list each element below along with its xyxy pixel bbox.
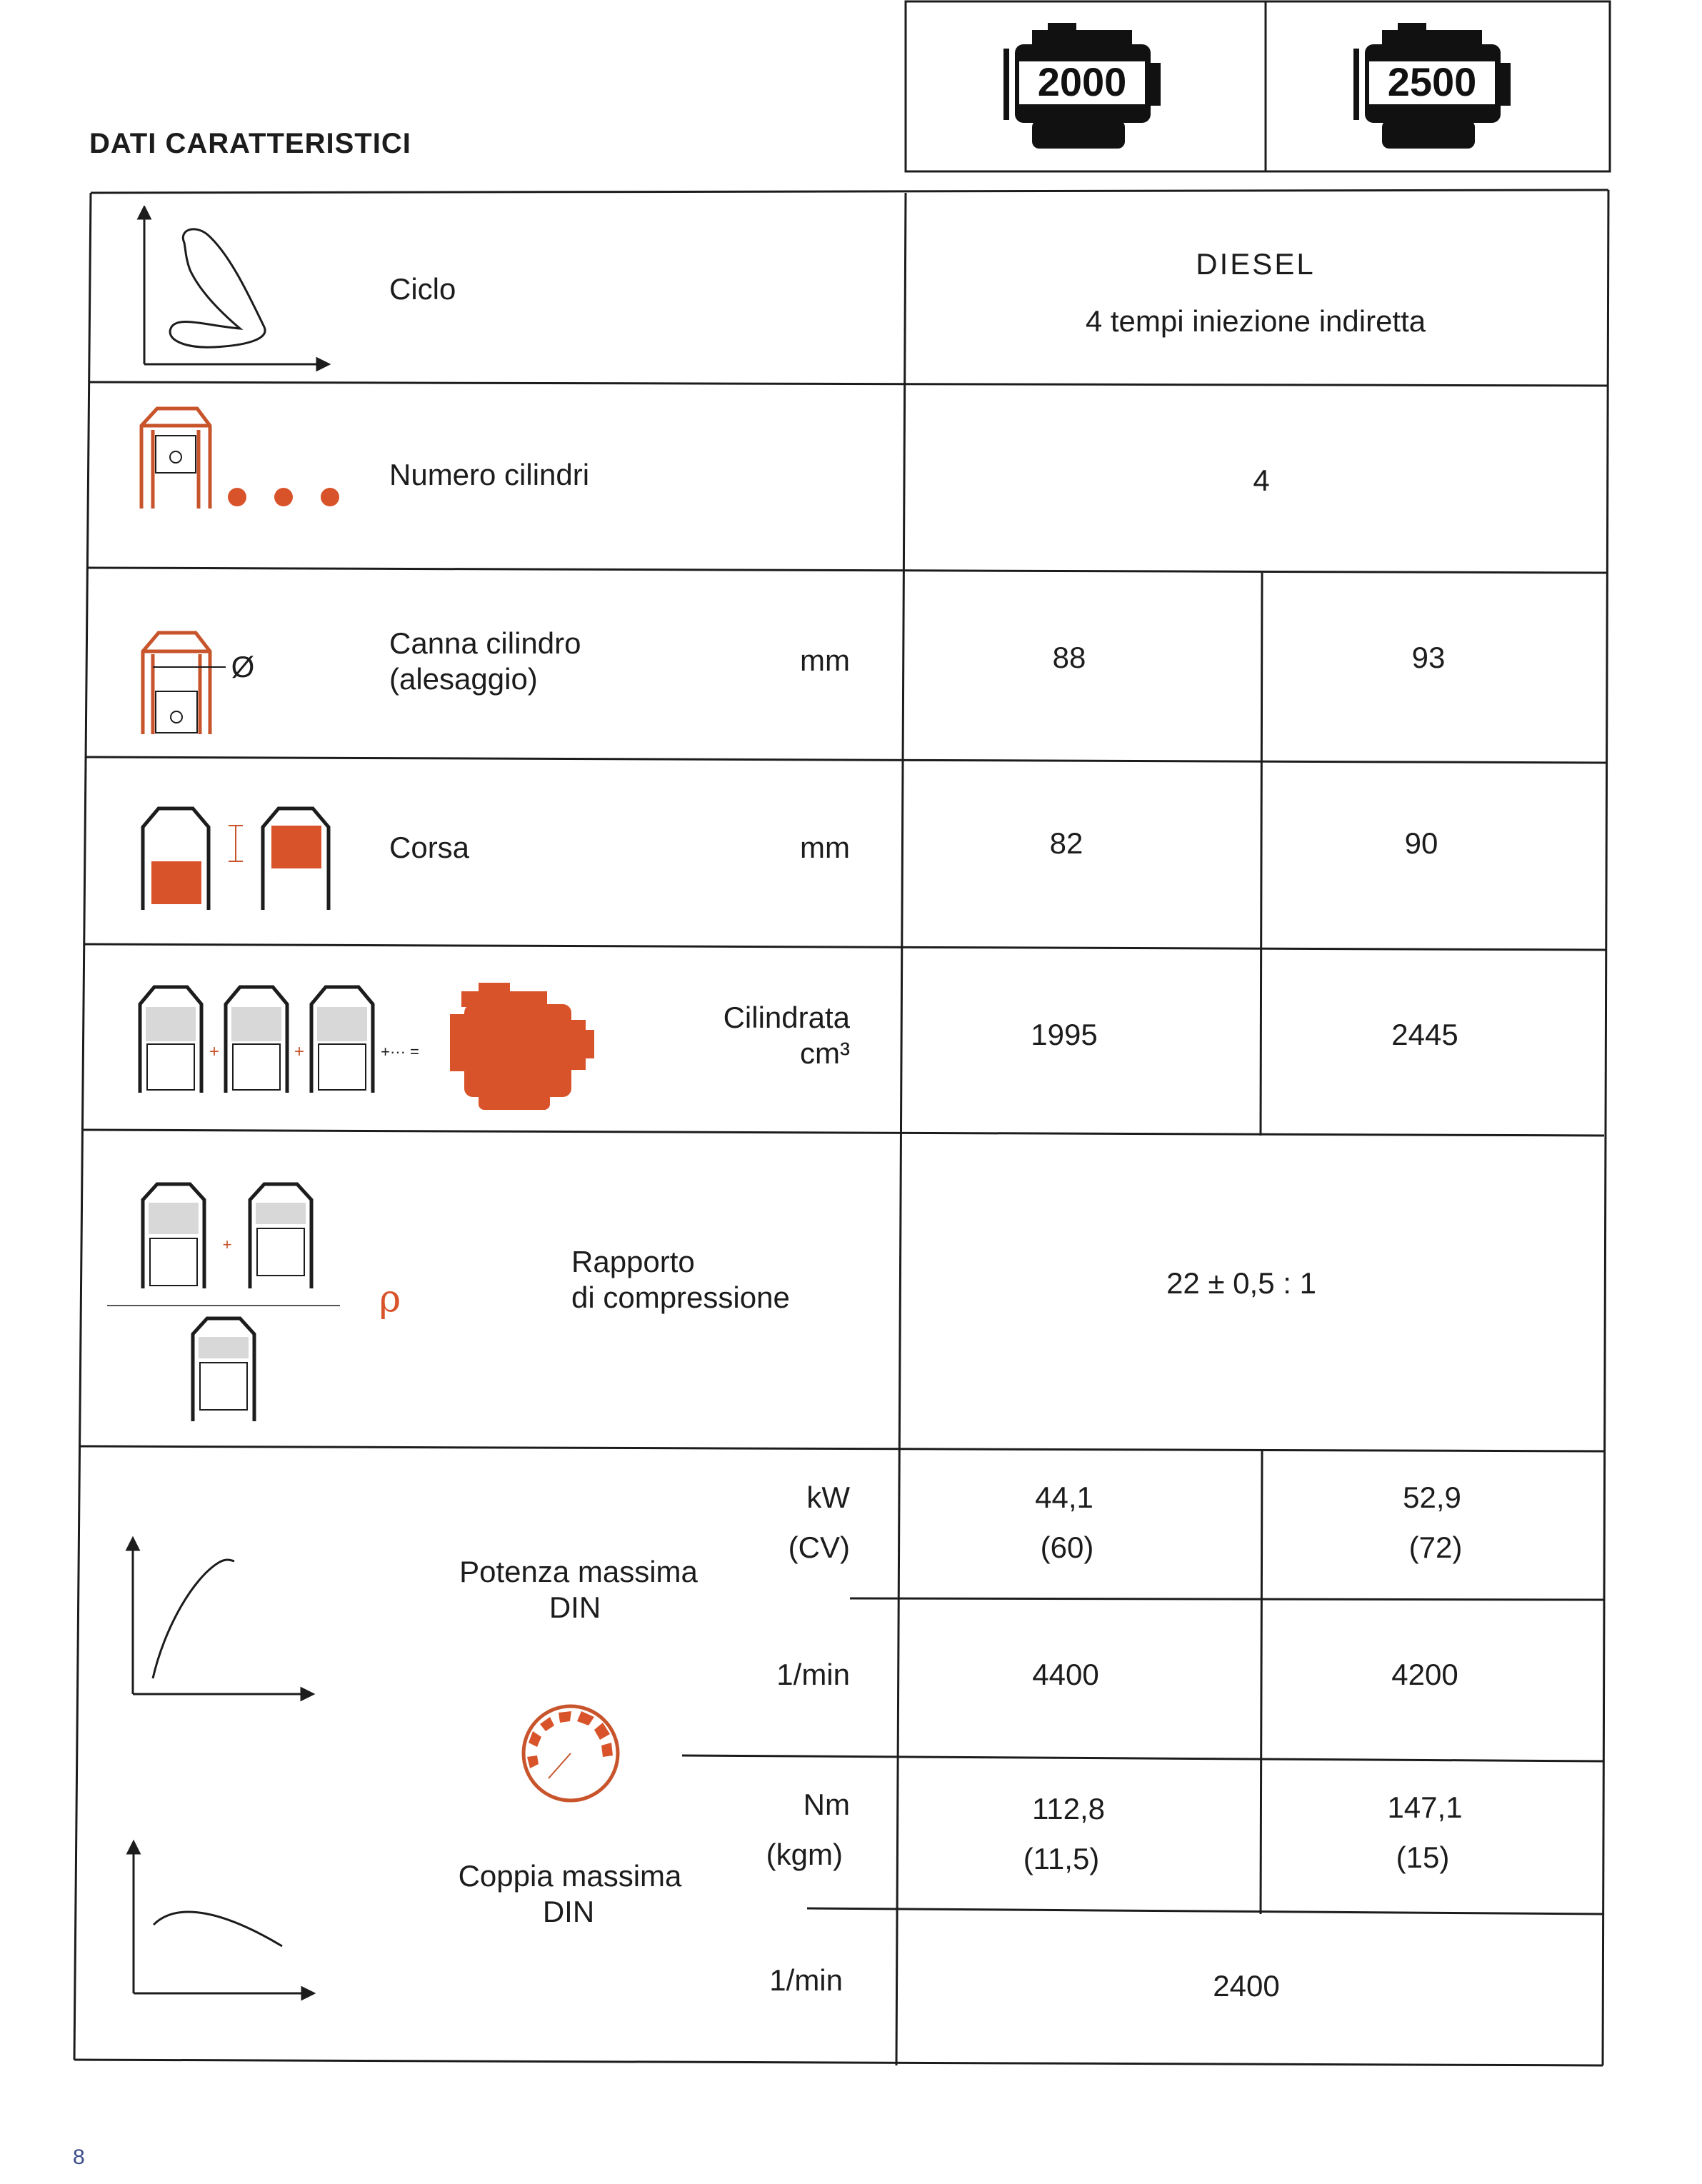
bore-symbol: Ø [231, 650, 255, 683]
unit-rpm-potenza: 1/min [776, 1658, 850, 1691]
label-canna-cilindro: Canna cilindro [389, 626, 581, 660]
value-kw-2000: 44,1 [1035, 1481, 1093, 1514]
label-di-compressione: di compressione [571, 1281, 790, 1314]
torque-curve-icon [118, 1839, 325, 2010]
value-kw-2500: 52,9 [1403, 1481, 1461, 1514]
value-corsa-2500: 90 [1404, 826, 1438, 860]
value-cv-2500: (72) [1408, 1531, 1463, 1564]
label-alesaggio: (alesaggio) [389, 662, 538, 696]
label-rapporto: Rapporto [571, 1245, 695, 1278]
sum-dots: +··· = [381, 1043, 419, 1061]
unit-cilindrata: cm³ [800, 1036, 850, 1070]
value-kgm-2000: (11,5) [1023, 1842, 1100, 1875]
label-potenza-din: DIN [549, 1591, 601, 1624]
value-cilindrata-2500: 2445 [1391, 1018, 1458, 1051]
label-coppia-din: DIN [542, 1895, 595, 1928]
value-ciclo-desc: 4 tempi iniezione indiretta [1085, 304, 1426, 338]
value-rpm-2000: 4400 [1032, 1658, 1099, 1691]
piston-stroke-icon [139, 801, 339, 916]
tachometer-icon [517, 1700, 624, 1807]
page-title: DATI CARATTERISTICI [89, 128, 411, 159]
unit-kgm: (kgm) [766, 1838, 843, 1871]
unit-alesaggio: mm [800, 643, 850, 677]
value-alesaggio-2000: 88 [1052, 641, 1086, 674]
value-rapporto: 22 ± 0,5 : 1 [1166, 1266, 1316, 1300]
bore-diameter-icon [139, 626, 267, 740]
unit-rpm-coppia: 1/min [769, 1963, 843, 1997]
value-numero-cilindri: 4 [1253, 464, 1270, 497]
power-curve-icon [114, 1536, 321, 1707]
value-rpm-coppia: 2400 [1213, 1969, 1280, 2003]
label-potenza: Potenza massima [459, 1555, 698, 1588]
unit-corsa: mm [800, 831, 850, 864]
label-ciclo: Ciclo [389, 272, 456, 306]
value-nm-2500: 147,1 [1387, 1790, 1463, 1824]
unit-nm: Nm [803, 1788, 850, 1821]
plus-compression: + [222, 1236, 232, 1253]
engine-2000-badge-icon [1003, 20, 1161, 156]
value-cilindrata-2000: 1995 [1031, 1018, 1098, 1051]
value-nm-2000: 112,8 [1032, 1792, 1105, 1825]
displacement-icon [136, 978, 607, 1114]
label-coppia: Coppia massima [458, 1859, 682, 1893]
label-corsa: Corsa [389, 831, 470, 864]
value-cv-2000: (60) [1040, 1531, 1094, 1564]
plus-2: + [294, 1042, 305, 1061]
badge-2000-label: 2000 [1037, 59, 1127, 104]
value-rpm-2500: 4200 [1391, 1658, 1458, 1691]
rho-symbol: ρ [379, 1278, 401, 1321]
value-kgm-2500: (15) [1396, 1840, 1450, 1874]
page-number: 8 [73, 2145, 85, 2169]
plus-1: + [209, 1042, 220, 1061]
compression-ratio-icon [107, 1178, 407, 1428]
unit-kw: kW [806, 1481, 850, 1514]
value-alesaggio-2500: 93 [1411, 641, 1446, 674]
badge-2500-label: 2500 [1387, 59, 1477, 104]
value-ciclo-type: DIESEL [1196, 247, 1316, 281]
engine-2500-badge-icon [1353, 20, 1511, 156]
value-corsa-2000: 82 [1049, 826, 1083, 860]
unit-cv: (CV) [788, 1531, 850, 1564]
label-cilindrata: Cilindrata [723, 1001, 850, 1034]
label-numero-cilindri: Numero cilindri [389, 458, 590, 491]
cylinder-count-icon [136, 401, 350, 516]
pv-diagram-icon [129, 206, 336, 377]
